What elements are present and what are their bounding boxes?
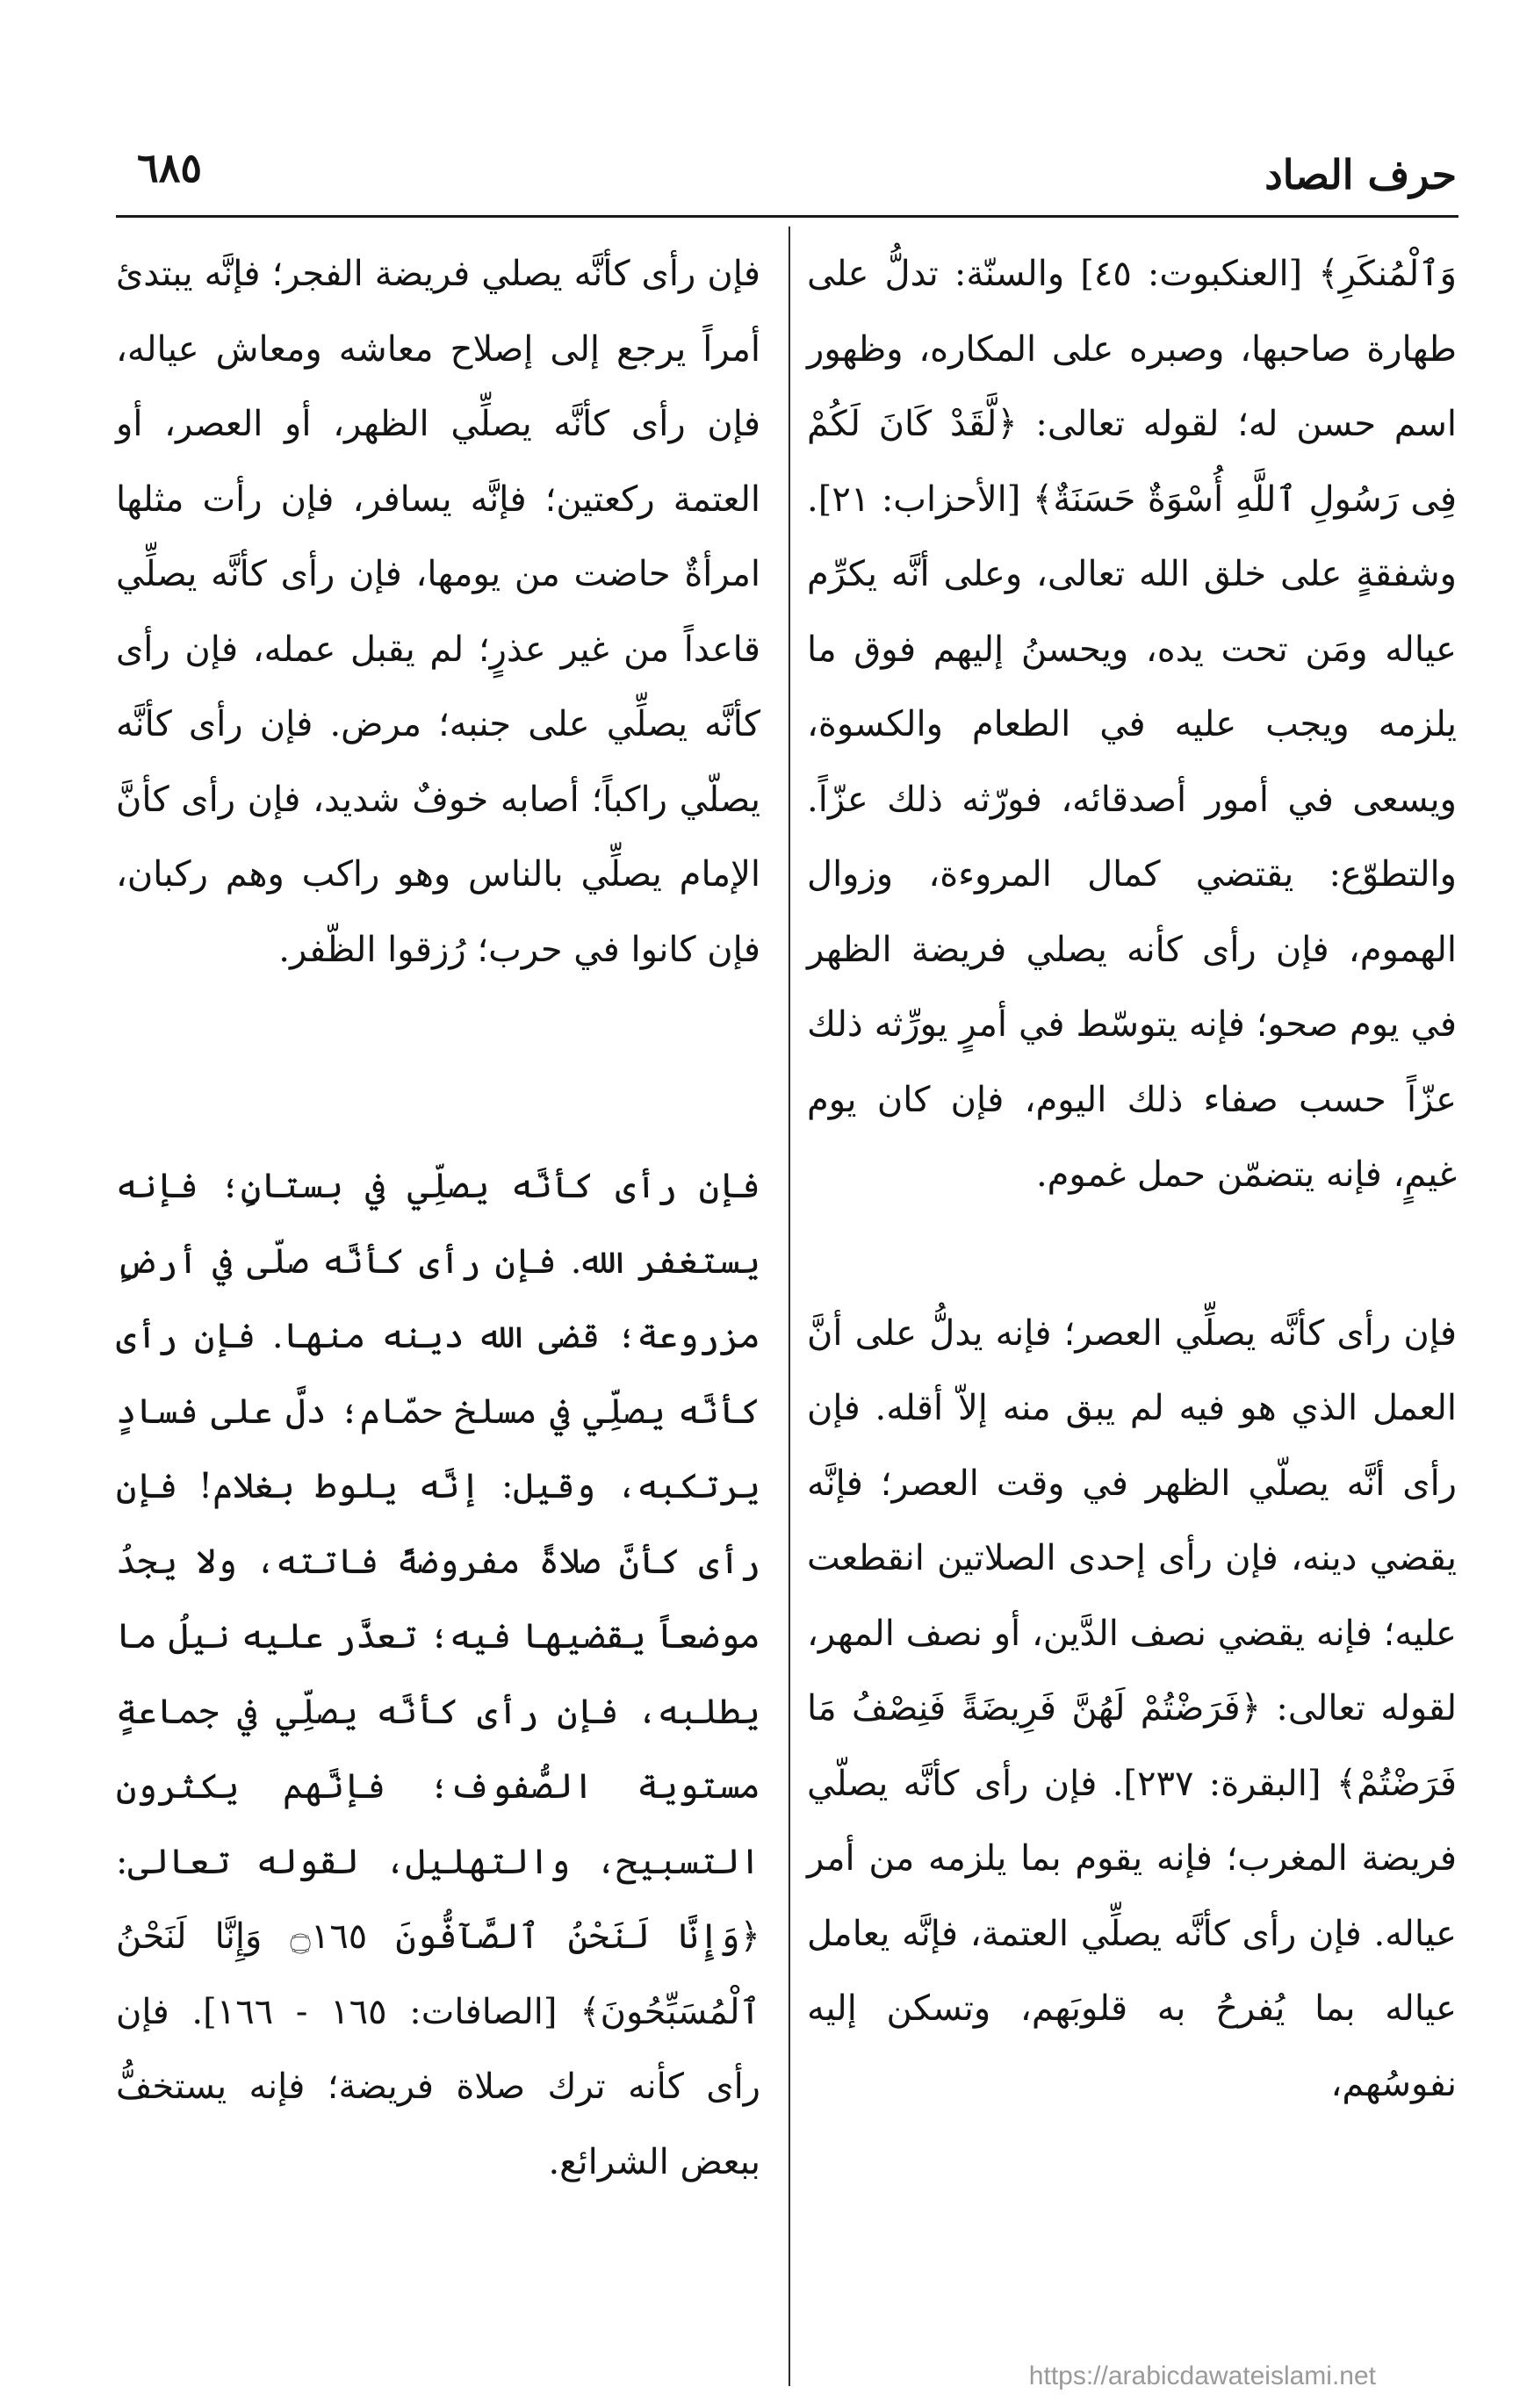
paragraph-gap	[116, 988, 760, 1061]
paragraph-gap	[807, 1213, 1457, 1297]
paragraph: فإن رأى كأنَّه يصلِّي العصر؛ فإنه يدلُّ على أنَّ العمل الذي هو فيه لم يبق منه إلاّ أقله. فإن رأى أنَّه يصلّي الظهر في وقت العصر؛ فإنَّه يقضي دينه، فإن رأى إحدى الصلاتين انقطعت عليه؛ فإنه يقضي نصف الدَّين، أو نصف المهر، لقوله تعالى: ﴿فَرَضْتُمْ لَهُنَّ فَرِيضَةً فَنِصْفُ مَا فَرَضْتُمْ﴾ [البقرة: ٢٣٧]. فإن رأى كأنَّه يصلّي فريضة المغرب؛ فإنه يقوم بما يلزمه من أمر عياله. فإن رأى كأنَّه يصلِّي العتمة، فإنَّه يعامل عياله بما يُفرحُ به قلوبَهم، وتسكن إليه نفوسُهم،	[807, 1312, 1457, 2104]
page-number: ٦٨٥	[137, 144, 203, 191]
paragraph: فإن رأى كأنَّه يصلي فريضة الفجر؛ فإنَّه يبتدئ أمراً يرجع إلى إصلاح معاشه ومعاش عياله، فإن رأى كأنَّه يصلِّي الظهر، أو العصر، أو العتمة ركعتين؛ فإنَّه يسافر، فإن رأت مثلها امرأةٌ حاضت من يومها، فإن رأى كأنَّه يصلِّي قاعداً من غير عذرٍ؛ لم يقبل عمله، فإن رأى كأنَّه يصلِّي على جنبه؛ مرض. فإن رأى كأنَّه يصلّي راكباً؛ أصابه خوفٌ شديد، فإن رأى كأنَّ الإمام يصلِّي بالناس وهو راكب وهم ركبان، فإن كانوا في حرب؛ رُزقوا الظّفر.	[116, 254, 760, 970]
left-column	[116, 237, 760, 2200]
header-divider	[116, 215, 1458, 218]
source-watermark: https://arabicdawateislami.net	[1028, 2361, 1376, 2390]
paragraph: فإن رأى كأنَّه يصلِّي في بستانٍ؛ فإنه يستغفر الله. فإن رأى كأنَّه صلّى في أرضٍ مزروعة؛ قضى الله دينه منها. فإن رأى كأنَّه يصلِّي في مسلخ حمّام؛ دلَّ على فسادٍ يرتكبه، وقيل: إنَّه يلوط بغلام! فإن رأى كأنَّ صلاةً مفروضةً فاتته، ولا يجدُ موضعاً يقضيها فيه؛ تعذَّر عليه نيلُ ما يطلبه، فإن رأى كأنَّه يصلِّي في جماعةٍ مستوية الصُّفوف؛ فإنَّهم يكثرون التسبيح، والتهليل، لقوله تعالى: ﴿وَإِنَّا لَنَحْنُ ٱلصَّآفُّونَ ۝١٦٥ وَإِنَّا لَنَحْنُ ٱلْمُسَبِّحُونَ﴾ [الصافات: ١٦٥ - ١٦٦]. فإن رأى كأنه ترك صلاة فريضة؛ فإنه يستخفُّ ببعض الشرائع.	[116, 1166, 761, 2182]
column-divider	[789, 226, 790, 2386]
paragraph-gap	[116, 1061, 760, 1149]
right-column	[807, 237, 1457, 2122]
chapter-header: حرف الصاد	[1264, 151, 1457, 198]
paragraph: وَٱلْمُنكَرِ﴾ [العنكبوت: ٤٥] والسنّة: تدلُّ على طهارة صاحبها، وصبره على المكاره، وظهور اسم حسن له؛ لقوله تعالى: ﴿لَّقَدْ كَانَ لَكُمْ فِى رَسُولِ ٱللَّهِ أُسْوَةٌ حَسَنَةٌ﴾ [الأحزاب: ٢١]. وشفقةٍ على خلق الله تعالى، وعلى أنَّه يكرِّم عياله ومَن تحت يده، ويحسنُ إليهم فوق ما يلزمه ويجب عليه في الطعام والكسوة، ويسعى في أمور أصدقائه، فورّثه ذلك عزّاً. والتطوّع: يقتضي كمال المروءة، وزوال الهموم، فإن رأى كأنه يصلي فريضة الظهر في يوم صحو؛ فإنه يتوسّط في أمرٍ يورِّثه ذلك عزّاً حسب صفاء ذلك اليوم، فإن كان يوم غيمٍ، فإنه يتضمّن حمل غموم.	[807, 254, 1457, 1195]
